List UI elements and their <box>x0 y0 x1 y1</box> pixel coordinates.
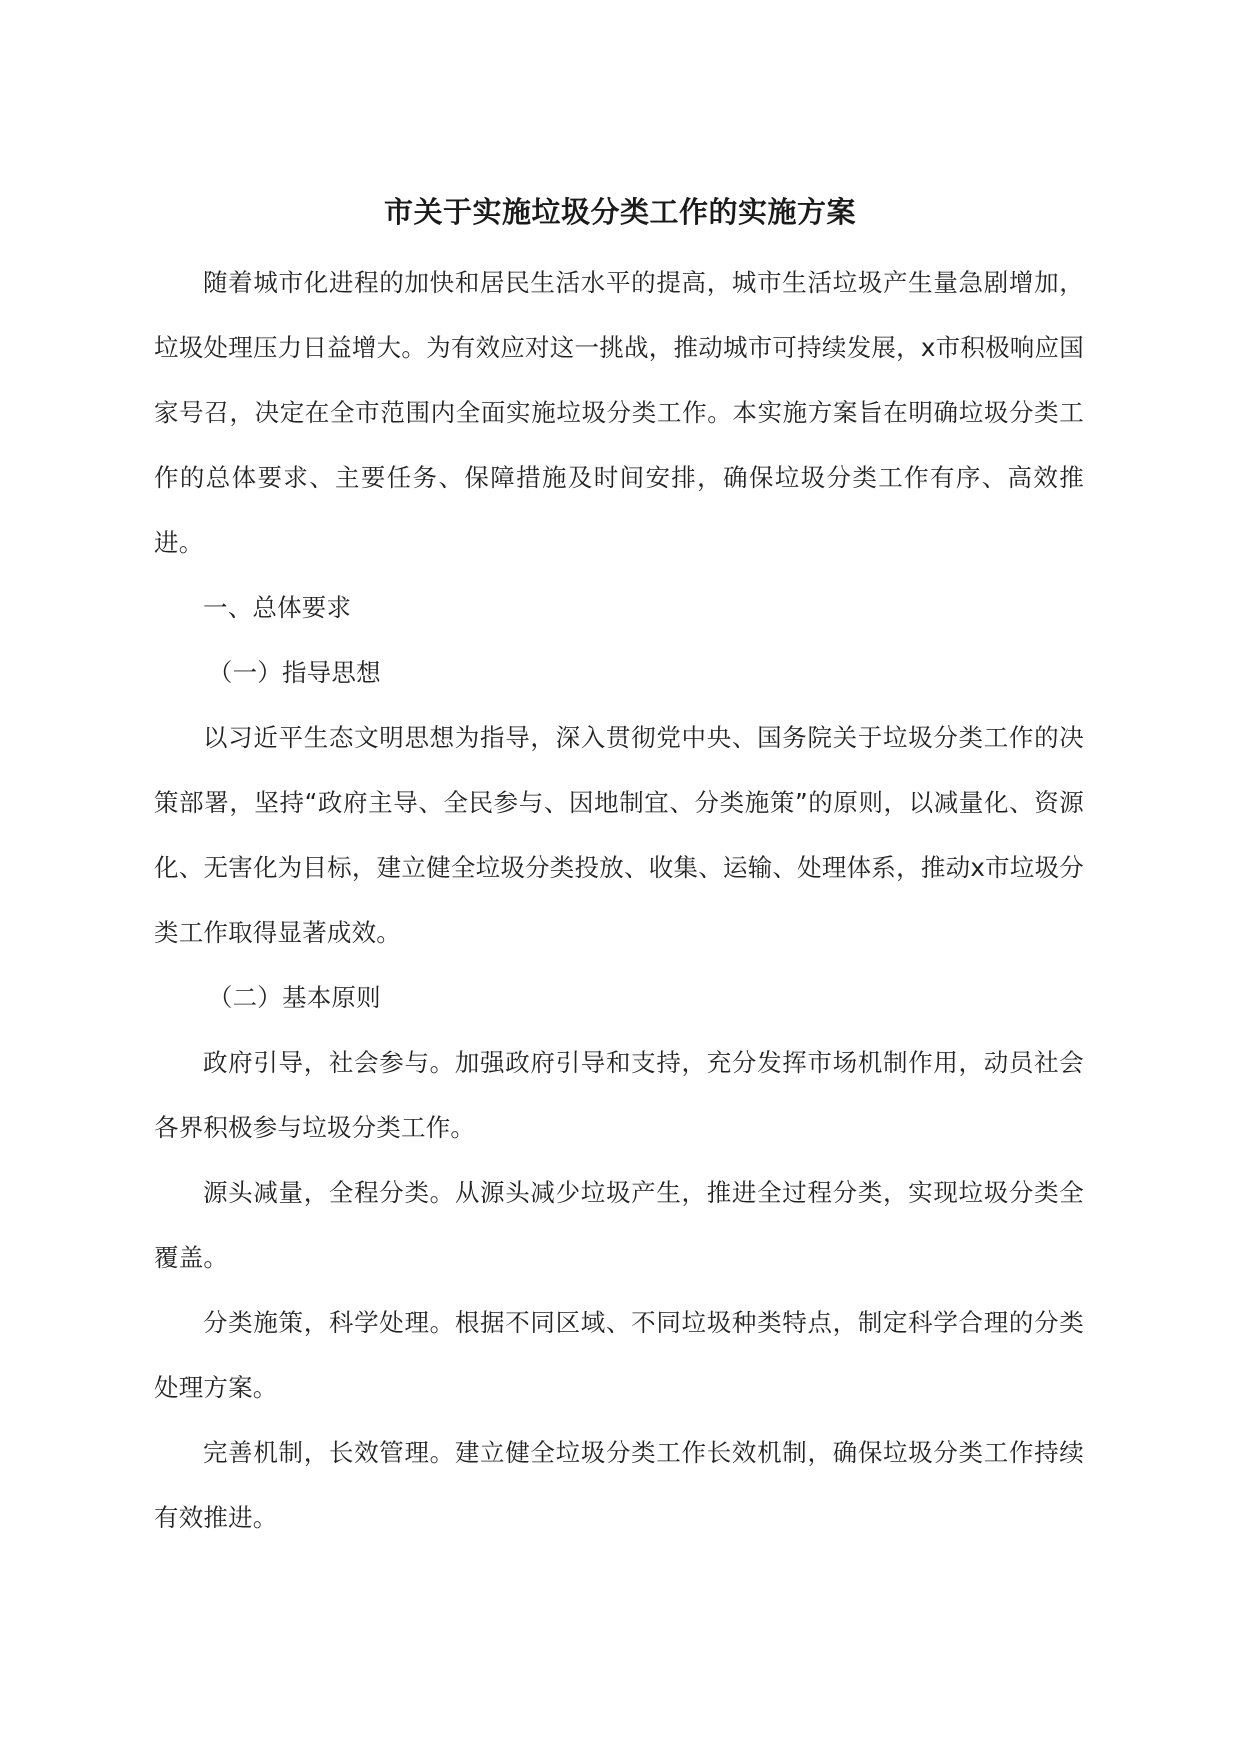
subsection-heading-guiding-thought: （一）指导思想 <box>207 658 381 687</box>
guiding-thought-paragraph: 以习近平生态文明思想为指导，深入贯彻党中央、国务院关于垃圾分类工作的决策部署，坚持“政府主导、全民参与、因地制宜、分类施策”的原则，以减量化、资源化、无害化为目标，建立健全垃圾分类投放、收集、运输、处理体系，推动x市垃圾分类工作取得显著成效。 <box>154 723 1084 947</box>
principle-paragraph: 政府引导，社会参与。加强政府引导和支持，充分发挥市场机制作用，动员社会各界积极参与垃圾分类工作。 <box>154 1048 1084 1142</box>
principle-paragraph: 分类施策，科学处理。根据不同区域、不同垃圾种类特点，制定科学合理的分类处理方案。 <box>154 1308 1084 1402</box>
section-heading-overall-requirements: 一、总体要求 <box>203 593 352 622</box>
document-body <box>154 250 1084 1550</box>
principle-paragraph: 完善机制，长效管理。建立健全垃圾分类工作长效机制，确保垃圾分类工作持续有效推进。 <box>154 1438 1084 1532</box>
document-title: 市关于实施垃圾分类工作的实施方案 <box>383 195 856 229</box>
principle-paragraph: 源头减量，全程分类。从源头减少垃圾产生，推进全过程分类，实现垃圾分类全覆盖。 <box>154 1178 1084 1272</box>
intro-paragraph: 随着城市化进程的加快和居民生活水平的提高，城市生活垃圾产生量急剧增加，垃圾处理压力日益增大。为有效应对这一挑战，推动城市可持续发展，x市积极响应国家号召，决定在全市范围内全面实施垃圾分类工作。本实施方案旨在明确垃圾分类工作的总体要求、主要任务、保障措施及时间安排，确保垃圾分类工作有序、高效推进。 <box>154 268 1084 557</box>
subsection-heading-basic-principles: （二）基本原则 <box>207 983 381 1012</box>
